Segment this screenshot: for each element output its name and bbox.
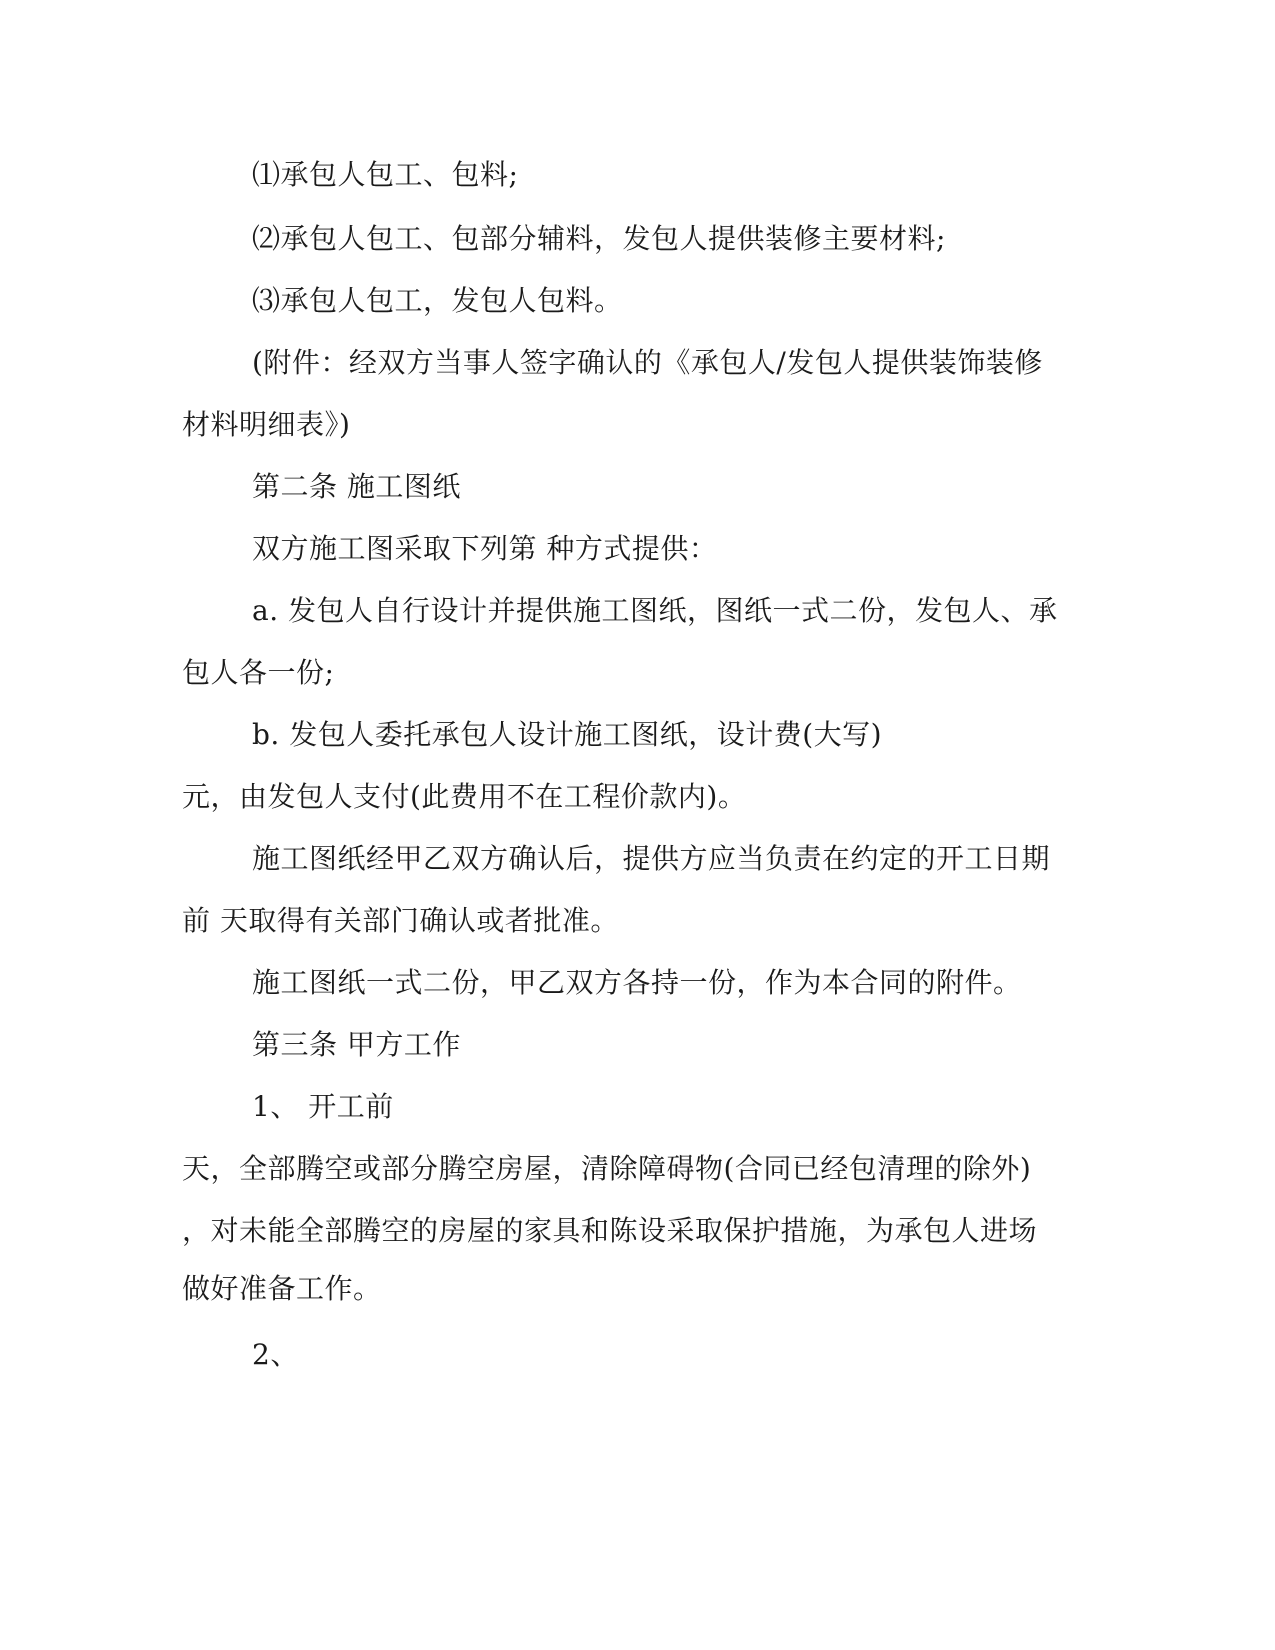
article-3-item-1-cont: 天，全部腾空或部分腾空房屋，清除障碍物(合同已经包清理的除外) [182,1152,1032,1185]
article-3-item-1-cont-3: 做好准备工作。 [182,1272,382,1305]
article-2-confirm: 施工图纸经甲乙双方确认后，提供方应当负责在约定的开工日期 [252,842,1051,875]
article-2-item-b: b. 发包人委托承包人设计施工图纸，设计费(大写) [252,718,883,751]
article-2-confirm-cont: 前 天取得有关部门确认或者批准。 [182,904,619,937]
article-2-item-b-cont: 元，由发包人支付(此费用不在工程价款内)。 [182,780,747,813]
article-3-item-1: 1、 开工前 [252,1090,394,1123]
article-3-item-1-cont-2: ，对未能全部腾空的房屋的家具和陈设采取保护措施，为承包人进场 [182,1214,1038,1247]
article-2-item-a: a. 发包人自行设计并提供施工图纸，图纸一式二份，发包人、承 [252,594,1058,627]
article-2-intro: 双方施工图采取下列第 种方式提供： [252,532,718,565]
option-3: ⑶承包人包工，发包人包料。 [252,284,623,317]
article-2-heading: 第二条 施工图纸 [252,470,461,503]
option-1: ⑴承包人包工、包料; [252,158,519,191]
attachment-note-cont: 材料明细表》) [182,408,351,441]
article-3-heading: 第三条 甲方工作 [252,1028,461,1061]
article-3-item-2: 2、 [252,1338,299,1371]
article-2-item-a-cont: 包人各一份; [182,656,335,689]
option-2: ⑵承包人包工、包部分辅料，发包人提供装修主要材料; [252,222,946,255]
article-2-copies: 施工图纸一式二份，甲乙双方各持一份，作为本合同的附件。 [252,966,1022,999]
attachment-note: (附件：经双方当事人签字确认的《承包人/发包人提供装饰装修 [252,346,1043,379]
